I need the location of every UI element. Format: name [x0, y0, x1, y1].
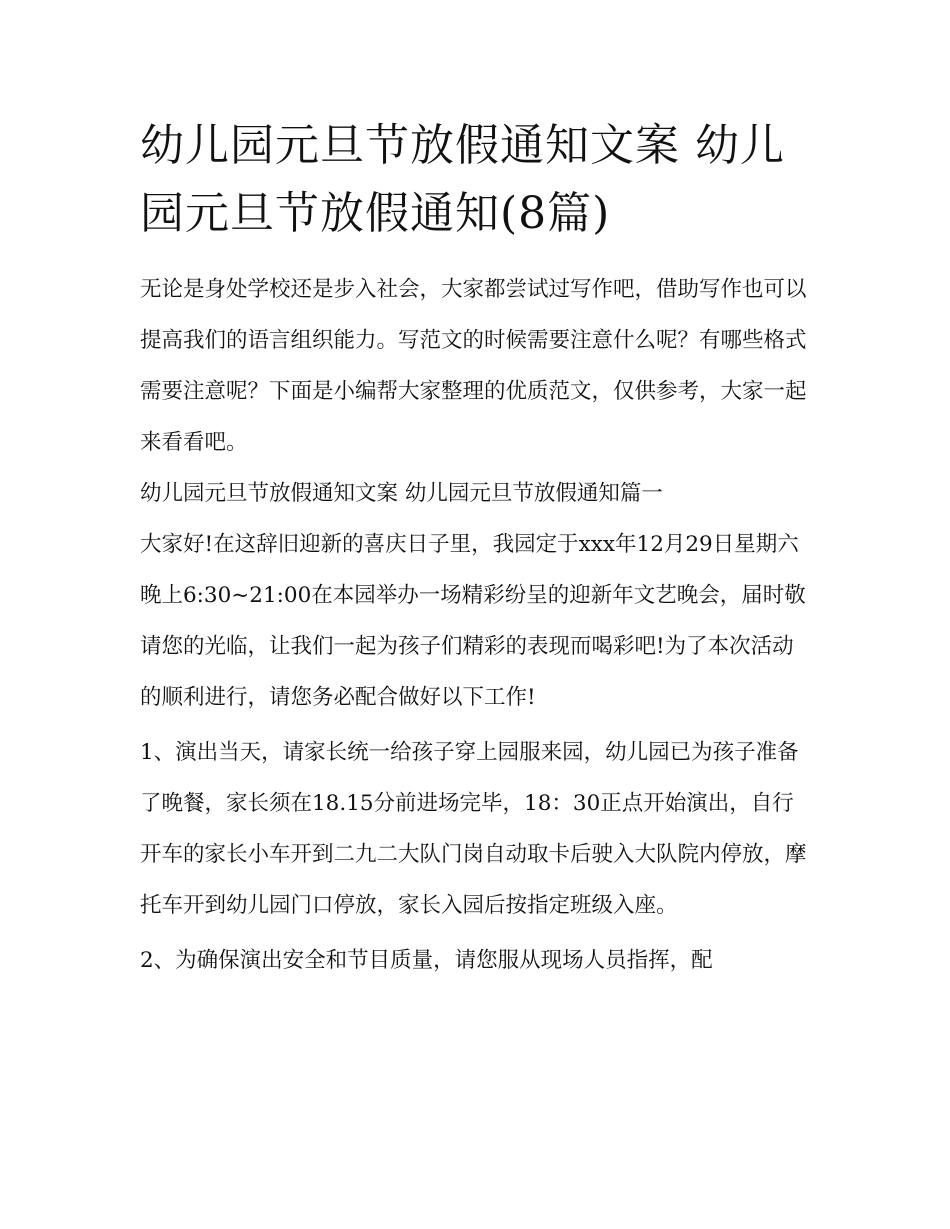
section-heading: 幼儿园元旦节放假通知文案 幼儿园元旦节放假通知篇一 — [140, 481, 663, 506]
document-title: 幼儿园元旦节放假通知文案 幼儿园元旦节放假通知(8篇) — [140, 120, 785, 239]
list-item-2: 2、为确保演出安全和节目质量，请您服从现场人员指挥，配 — [140, 948, 713, 973]
intro-paragraph: 无论是身处学校还是步入社会，大家都尝试过写作吧，借助写作也可以提高我们的语言组织能力。写范文的时候需要注意什么呢？有哪些格式需要注意呢？下面是小编帮大家整理的优质范文，仅供参考，大家一起来看看吧。 — [140, 277, 807, 455]
list-item-1: 1、演出当天，请家长统一给孩子穿上园服来园，幼儿园已为孩子准备了晚餐，家长须在18.15分前进场完毕，18：30正点开始演出，自行开车的家长小车开到二九二大队门岗自动取卡后驶入大队院内停放，摩托车开到幼儿园门口停放，家长入园后按指定班级入座。 — [140, 740, 807, 918]
body-paragraph: 大家好!在这辞旧迎新的喜庆日子里，我园定于xxx年12月29日星期六晚上6:30~21:00在本园举办一场精彩纷呈的迎新年文艺晚会，届时敬请您的光临，让我们一起为孩子们精彩的表现而喝彩吧!为了本次活动的顺利进行，请您务必配合做好以下工作! — [140, 532, 806, 710]
document-page — [140, 112, 812, 986]
